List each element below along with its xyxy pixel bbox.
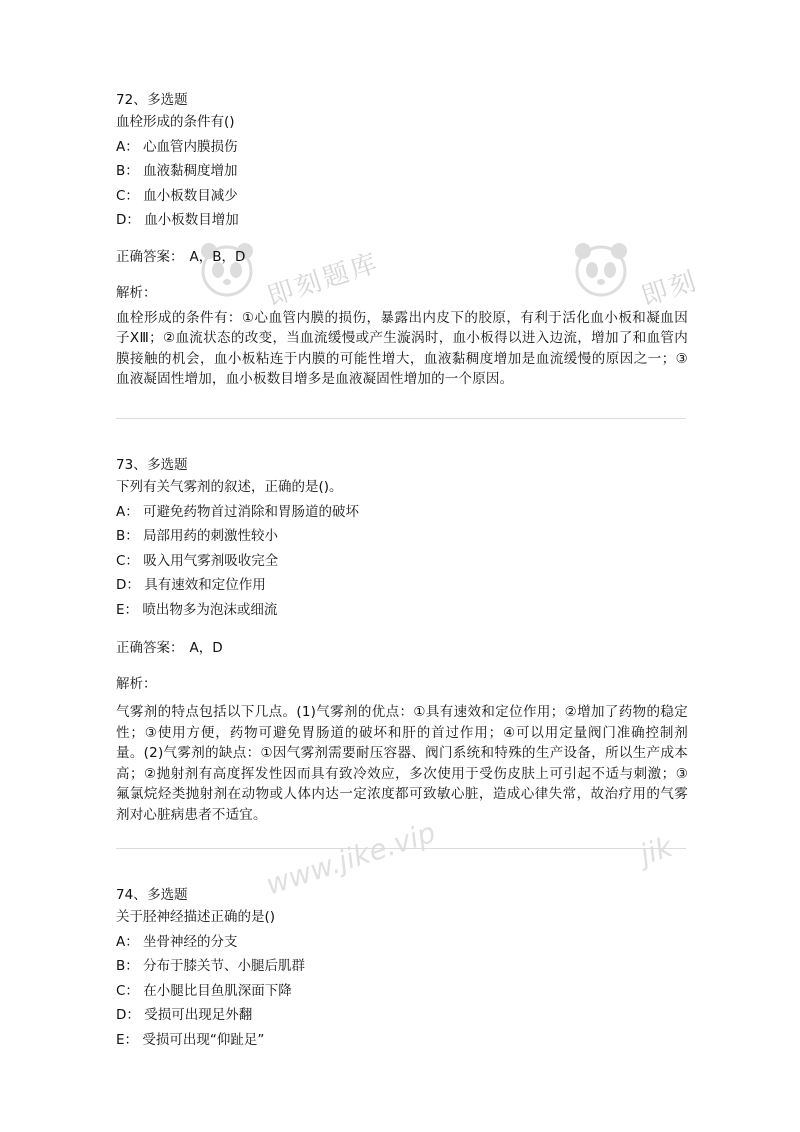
question-stem: 下列有关气雾剂的叙述，正确的是()。 <box>116 479 343 495</box>
correct-answer <box>116 638 688 658</box>
option-b: B： 分布于膝关节、小腿后肌群 <box>116 958 306 974</box>
option-c: C： 血小板数目减少 <box>116 187 238 204</box>
question-number: 73 <box>116 457 134 473</box>
correct-answer <box>116 247 688 267</box>
option-e: E： 喷出物多为泡沫或细流 <box>116 601 278 618</box>
explanation-label: 解析： <box>116 284 157 301</box>
watermark-url-partial: jik <box>636 830 677 872</box>
question-header <box>116 455 688 475</box>
option-d: D： 受损可出现足外翻 <box>116 1007 253 1023</box>
question-divider <box>116 418 686 419</box>
answer-value: A，D <box>189 640 223 656</box>
option-c: C： 吸入用气雾剂吸收完全 <box>116 552 279 569</box>
watermark-brand: 即刻题库 <box>263 247 384 313</box>
option-a: A： 心血管内膜损伤 <box>116 138 238 155</box>
question-type: 多选题 <box>147 92 188 108</box>
question-header <box>116 885 688 905</box>
question-separator: 、 <box>133 92 147 108</box>
option-b: B： 局部用药的刺激性较小 <box>116 528 279 544</box>
question-73 <box>116 455 688 825</box>
option-c: C： 在小腿比目鱼肌深面下降 <box>116 982 292 999</box>
question-stem: 关于胫神经描述正确的是() <box>116 909 276 925</box>
option-d: D： 具有速效和定位作用 <box>116 577 266 593</box>
question-74 <box>116 885 688 1052</box>
watermark-url: www.jike.vip <box>262 815 440 902</box>
answer-value: A，B，D <box>189 248 246 265</box>
question-type: 多选题 <box>147 887 188 903</box>
watermark-brand-partial: 即刻 <box>637 265 703 313</box>
question-number: 74 <box>116 887 134 903</box>
question-number: 72 <box>116 92 134 108</box>
question-type: 多选题 <box>147 457 188 473</box>
option-d: D： 血小板数目增加 <box>116 212 239 228</box>
explanation-text: 血栓形成的条件有：①心血管内膜的损伤，暴露出内皮下的胶原，有利于活化血小板和凝血因子XⅢ；②血流状态的改变，当血流缓慢或产生漩涡时，血小板得以进入边流，增加了和血管内膜接触的机会，血小板粘连于内膜的可能性增大，血液黏稠度增加是血流缓慢的原因之一；③血液凝固性增加，血小板数目增多是血液凝固性增加的一个原因。 <box>116 309 688 387</box>
question-header <box>116 90 688 110</box>
question-divider <box>116 848 686 849</box>
question-72 <box>116 90 688 390</box>
option-e: E： 受损可出现“仰趾足” <box>116 1031 265 1048</box>
option-a: A： 可避免药物首过消除和胃肠道的破坏 <box>116 503 360 520</box>
option-a: A： 坐骨神经的分支 <box>116 933 238 950</box>
option-b: B： 血液黏稠度增加 <box>116 163 238 179</box>
explanation-text: 气雾剂的特点包括以下几点。(1)气雾剂的优点：①具有速效和定位作用；②增加了药物的稳定性；③使用方便，药物可避免胃肠道的破坏和肝的首过作用；④可以用定量阀门准确控制剂量。(2)气雾剂的缺点：①因气雾剂需要耐压容器、阀门系统和特殊的生产设备，所以生产成本高；②抛射剂有高度挥发性因而具有致冷效应，多次使用于受伤皮肤上可引起不适与刺激；③氟氯烷烃类抛射剂在动物或人体内达一定浓度都可致敏心脏，造成心律失常，故治疗用的气雾剂对心脏病患者不适宜。 <box>116 704 688 823</box>
question-separator: 、 <box>133 887 147 903</box>
answer-label: 正确答案： <box>116 248 184 265</box>
explanation-label: 解析： <box>116 676 157 692</box>
answer-label: 正确答案： <box>116 640 184 656</box>
question-separator: 、 <box>133 457 147 473</box>
question-stem: 血栓形成的条件有() <box>116 114 235 130</box>
